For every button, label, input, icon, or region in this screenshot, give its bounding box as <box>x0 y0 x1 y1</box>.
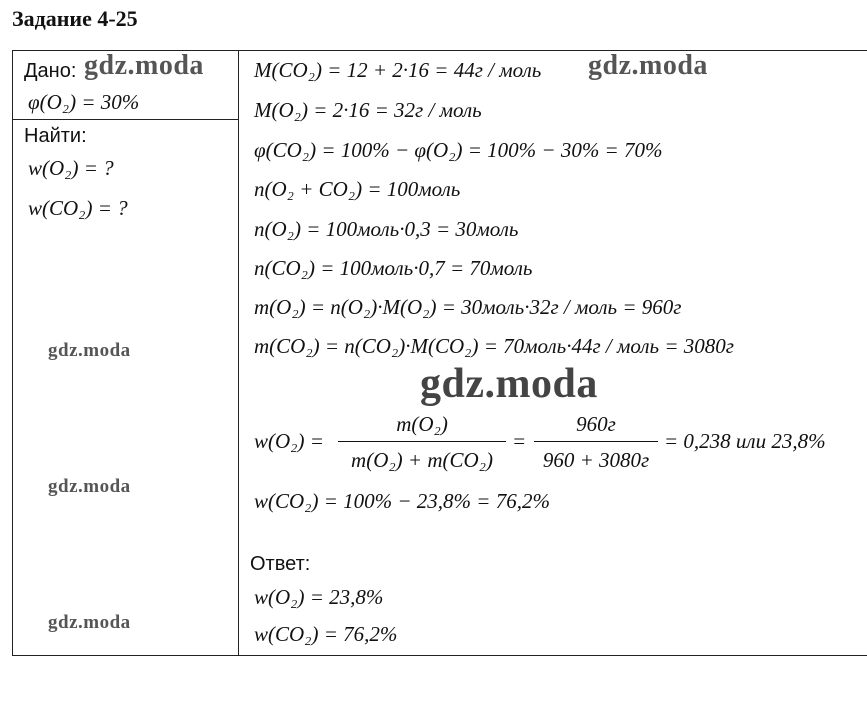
solution-line-6: n(CO₂) = 100моль·0,7 = 70моль <box>254 256 533 280</box>
fraction-2-denominator: 960 + 3080г <box>542 448 650 472</box>
fraction-equals: = <box>512 429 527 453</box>
column-divider <box>238 50 239 656</box>
answer-item-o2: w(O₂) = 23,8% <box>254 585 384 609</box>
fraction-1-numerator: m(O₂) <box>396 412 448 436</box>
given-find-divider <box>12 119 239 120</box>
answer-item-co2: w(CO₂) = 76,2% <box>254 622 398 646</box>
solution-line-3: φ(CO₂) = 100% − φ(O₂) = 100% − 30% = 70% <box>254 138 663 162</box>
fraction-1-denominator: m(O₂) + m(CO₂) <box>351 448 493 472</box>
solution-line-1: M(CO₂) = 12 + 2·16 = 44г / моль <box>254 58 542 82</box>
given-label: Дано: <box>24 60 77 82</box>
given-condition: φ(O₂) = 30% <box>28 90 140 114</box>
solution-line-5: n(O₂) = 100моль·0,3 = 30моль <box>254 217 519 241</box>
solution-line-w-co2: w(CO₂) = 100% − 23,8% = 76,2% <box>254 489 550 513</box>
watermark: gdz.moda <box>84 50 204 81</box>
find-label: Найти: <box>24 125 87 147</box>
task-title: Задание 4-25 <box>12 6 138 31</box>
watermark: gdz.moda <box>48 476 131 497</box>
fraction-2 <box>534 410 658 474</box>
solution-line-4: n(O₂ + CO₂) = 100моль <box>254 177 461 201</box>
find-item-co2: w(CO₂) = ? <box>28 196 128 220</box>
watermark: gdz.moda <box>48 340 131 361</box>
answer-label: Ответ: <box>250 553 311 575</box>
solution-line-7: m(O₂) = n(O₂)·M(O₂) = 30моль·32г / моль = 960г <box>254 295 682 319</box>
solution-line-8: m(CO₂) = n(CO₂)·M(CO₂) = 70моль·44г / моль = 3080г <box>254 334 734 358</box>
watermark: gdz.moda <box>48 612 131 633</box>
fraction-2-numerator: 960г <box>576 412 616 436</box>
fraction-1-bar <box>338 441 506 442</box>
fraction-lhs: w(O₂) = <box>254 429 324 453</box>
fraction-1 <box>338 410 506 474</box>
fraction-2-bar <box>534 441 658 442</box>
watermark: gdz.moda <box>420 361 598 407</box>
watermark: gdz.moda <box>588 50 708 81</box>
fraction-result: = 0,238 или 23,8% <box>664 429 826 453</box>
find-item-o2: w(O₂) = ? <box>28 156 114 180</box>
solution-line-2: M(O₂) = 2·16 = 32г / моль <box>254 98 482 122</box>
